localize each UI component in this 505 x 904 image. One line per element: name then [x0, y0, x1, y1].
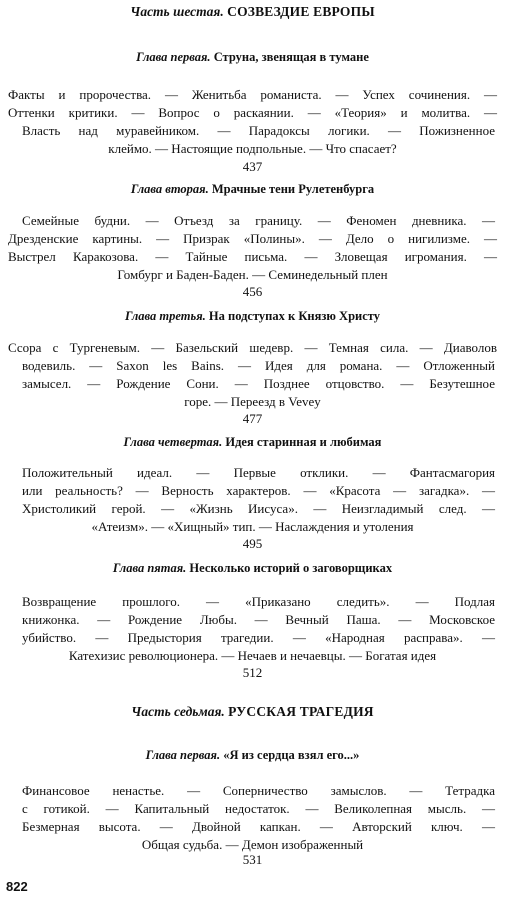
page-number: 477	[242, 411, 263, 426]
chapter-title: Струна, звенящая в тумане	[213, 50, 369, 64]
chapter-title: Мрачные тени Рулетенбурга	[211, 182, 375, 196]
chapter-line: Христоликий герой. — «Жизнь Иисуса». — Неизгладимый след. —	[22, 501, 495, 516]
part-title: РУССКАЯ ТРАГЕДИЯ	[228, 704, 374, 719]
chapter-heading	[0, 435, 505, 450]
chapter-line: Катехизис революционера. — Нечаев и нечаевцы. — Богатая идея	[68, 648, 437, 663]
chapter-line: Общая судьба. — Демон изображенный	[141, 837, 364, 852]
chapter-line: Оттенки критики. — Вопрос о раскаянии. — «Теория» и молитва. —	[8, 105, 497, 120]
chapter-line: клеймо. — Настоящие подпольные. — Что спасает?	[108, 141, 397, 156]
part-title: СОЗВЕЗДИЕ ЕВРОПЫ	[227, 4, 375, 19]
chapter-title: Несколько историй о заговорщиках	[189, 561, 393, 575]
chapter-line: Безмерная высота. — Двойной капкан. — Авторский ключ. —	[22, 819, 495, 834]
chapter-label: Глава пятая.	[112, 561, 187, 575]
chapter-line: или реальность? — Верность характеров. — «Красота — загадка». —	[22, 483, 495, 498]
chapter-line: горе. — Переезд в Vevey	[184, 394, 321, 409]
chapter-line: Возвращение прошлого. — «Приказано следить». — Подлая	[22, 594, 495, 609]
chapter-line: Финансовое ненастье. — Соперничество замыслов. — Тетрадка	[22, 783, 495, 798]
chapter-heading	[0, 561, 505, 576]
chapter-line: Власть над муравейником. — Парадоксы логики. — Пожизненное	[22, 123, 495, 138]
chapter-line: Факты и пророчества. — Женитьба романиста. — Успех сочинения. —	[8, 87, 497, 102]
chapter-line: Семейные будни. — Отъезд за границу. — Феномен дневника. —	[22, 213, 495, 228]
part-label: Часть седьмая.	[131, 704, 225, 719]
chapter-line: книжонка. — Рождение Любы. — Вечный Паша. — Московское	[22, 612, 495, 627]
folio-page-number: 822	[6, 879, 28, 894]
chapter-heading	[0, 182, 505, 197]
chapter-label: Глава четвертая.	[123, 435, 223, 449]
chapter-line: замысел. — Рождение Сони. — Позднее отцовство. — Безутешное	[22, 376, 495, 391]
chapter-label: Глава первая.	[145, 748, 221, 762]
chapter-line: Дрезденские картины. — Призрак «Полины». — Дело о нигилизме. —	[8, 231, 497, 246]
page-number: 456	[242, 284, 263, 299]
chapter-title: На подступах к Князю Христу	[208, 309, 381, 323]
chapter-line: Положительный идеал. — Первые отклики. — Фантасмагория	[22, 465, 495, 480]
page-number: 531	[242, 852, 263, 867]
chapter-heading	[0, 50, 505, 65]
part-heading	[0, 4, 505, 20]
chapter-line: Ссора с Тургеневым. — Базельский шедевр. — Темная сила. — Диаволов	[8, 340, 497, 355]
chapter-line: с готикой. — Капитальный недостаток. — Великолепная мысль. —	[22, 801, 495, 816]
chapter-line: «Атеизм». — «Хищный» тип. — Наслаждения и утоления	[91, 519, 414, 534]
chapter-label: Глава первая.	[136, 50, 211, 64]
chapter-line: водевиль. — Saxon les Bains. — Идея для романа. — Отложенный	[22, 358, 495, 373]
chapter-line: убийство. — Предыстория трагедии. — «Народная расправа». —	[22, 630, 495, 645]
chapter-label: Глава вторая.	[130, 182, 209, 196]
page-number: 512	[242, 665, 263, 680]
chapter-title: «Я из сердца взял его...»	[223, 748, 360, 762]
page-number: 495	[242, 536, 263, 551]
chapter-heading	[0, 748, 505, 763]
part-heading	[0, 704, 505, 720]
chapter-label: Глава третья.	[124, 309, 206, 323]
chapter-line: Выстрел Каракозова. — Тайные письма. — Зловещая игромания. —	[8, 249, 497, 264]
page-number: 437	[242, 159, 263, 174]
part-label: Часть шестая.	[130, 4, 224, 19]
chapter-title: Идея старинная и любимая	[225, 435, 382, 449]
chapter-line: Гомбург и Баден-Баден. — Семинедельный плен	[117, 267, 388, 282]
chapter-heading	[0, 309, 505, 324]
